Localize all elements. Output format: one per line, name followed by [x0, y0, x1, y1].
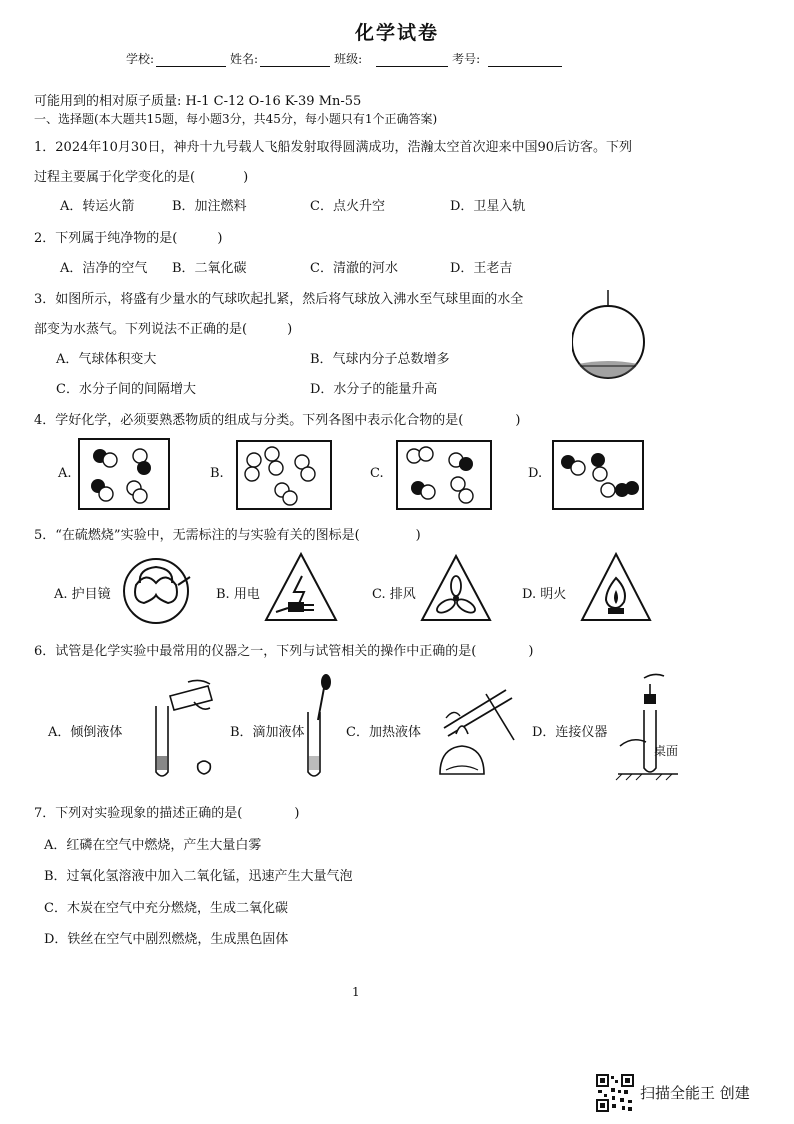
q2-option-d[interactable]: D．王老吉	[450, 261, 513, 276]
q4-particle-diagram-d[interactable]	[552, 440, 644, 510]
q2-option-b[interactable]: B．二氧化碳	[172, 261, 247, 276]
q6-option-d[interactable]: D．连接仪器	[532, 725, 608, 740]
ventilation-icon	[418, 552, 494, 624]
q4-stem-text: 4．学好化学，必须要熟悉物质的组成与分类。下列各图中表示化合物的是(	[34, 413, 464, 428]
q4-label-a[interactable]: A.	[58, 466, 72, 481]
goggles-icon	[118, 555, 196, 625]
q7-option-d[interactable]: D．铁丝在空气中剧烈燃烧，生成黑色固体	[44, 932, 289, 947]
q4-label-d[interactable]: D.	[528, 466, 543, 481]
q6-option-a[interactable]: A．倾倒液体	[48, 725, 123, 740]
pouring-liquid-illustration	[148, 678, 220, 782]
student-info-row	[126, 50, 566, 67]
desk-label: 桌面	[654, 744, 679, 758]
atomic-masses: 可能用到的相对原子质量: H-1 C-12 O-16 K-39 Mn-55	[34, 94, 362, 109]
q5-stem	[34, 524, 421, 543]
q4-stem	[34, 409, 520, 428]
q7-stem-text: 7．下列对实验现象的描述正确的是(	[34, 806, 243, 821]
q3-option-c[interactable]: C．水分子间的间隔增大	[56, 382, 196, 397]
open-flame-icon	[578, 550, 654, 624]
q7-option-b[interactable]: B．过氧化氢溶液中加入二氧化锰，迅速产生大量气泡	[44, 869, 353, 884]
page-number: 1	[352, 985, 360, 999]
q3-option-d[interactable]: D．水分子的能量升高	[310, 382, 438, 397]
q6-stem-text: 6．试管是化学实验中最常用的仪器之一，下列与试管相关的操作中正确的是(	[34, 644, 477, 659]
name-field[interactable]	[260, 54, 330, 67]
class-label: 班级:	[334, 52, 363, 66]
q4-particle-diagram-b[interactable]	[236, 440, 332, 510]
q1-option-d[interactable]: D．卫星入轨	[450, 199, 526, 214]
q5-option-b[interactable]: B. 用电	[216, 587, 260, 602]
q5-stem-text: 5．“在硫燃烧”实验中，无需标注的与实验有关的图标是(	[34, 528, 360, 543]
q3-stem-text: 部变为水蒸气。下列说法不正确的是(	[34, 322, 248, 337]
q1-option-a[interactable]: A．转运火箭	[60, 199, 135, 214]
q2-close-paren: )	[217, 231, 223, 246]
q1-stem-line1: 1．2024年10月30日，神舟十九号载人飞船发射取得圆满成功，浩瀚太空首次迎来中国90后访客。下列	[34, 140, 632, 155]
q1-close-paren: )	[243, 170, 249, 185]
q6-stem	[34, 640, 533, 659]
page-title: 化学试卷	[354, 22, 439, 44]
q5-option-c[interactable]: C. 排风	[372, 587, 416, 602]
scanner-watermark: 扫描全能王 创建	[640, 1084, 750, 1102]
q3-close-paren: )	[287, 322, 293, 337]
q4-label-c[interactable]: C.	[370, 466, 384, 481]
q7-option-a[interactable]: A．红磷在空气中燃烧，产生大量白雾	[44, 838, 262, 853]
q4-close-paren: )	[515, 413, 521, 428]
qr-code-icon	[596, 1074, 634, 1112]
q6-close-paren: )	[528, 644, 534, 659]
q5-option-d[interactable]: D. 明火	[522, 587, 567, 602]
q5-close-paren: )	[415, 528, 421, 543]
class-field[interactable]	[376, 54, 448, 67]
q6-option-b[interactable]: B．滴加液体	[230, 725, 305, 740]
q1-stem-text: 过程主要属于化学变化的是(	[34, 170, 196, 185]
q3-option-b[interactable]: B．气球内分子总数增多	[310, 352, 450, 367]
q3-option-a[interactable]: A．气球体积变大	[56, 352, 157, 367]
q2-option-c[interactable]: C．清澈的河水	[310, 261, 398, 276]
q1-option-b[interactable]: B．加注燃料	[172, 199, 247, 214]
dropper-illustration	[300, 672, 336, 782]
heating-liquid-illustration	[426, 678, 518, 782]
school-field[interactable]	[156, 54, 226, 67]
q5-option-a[interactable]: A. 护目镜	[54, 587, 111, 602]
q4-particle-diagram-c[interactable]	[396, 440, 492, 510]
section-heading: 一、选择题(本大题共15题，每小题3分，共45分，每小题只有1个正确答案)	[34, 112, 438, 126]
q4-label-b[interactable]: B.	[210, 466, 224, 481]
name-label: 姓名:	[230, 52, 259, 66]
q3-stem-line2	[34, 318, 292, 337]
exam-no-label: 考号:	[452, 52, 481, 66]
q1-option-c[interactable]: C．点火升空	[310, 199, 385, 214]
q4-particle-diagram-a[interactable]	[78, 438, 170, 510]
q7-stem	[34, 802, 299, 821]
q1-stem-line2	[34, 166, 248, 185]
balloon-illustration	[572, 288, 652, 388]
q7-close-paren: )	[294, 806, 300, 821]
q3-stem-line1: 3．如图所示，将盛有少量水的气球吹起扎紧，然后将气球放入沸水至气球里面的水全	[34, 292, 524, 307]
exam-no-field[interactable]	[488, 54, 562, 67]
school-label: 学校:	[126, 52, 155, 66]
q7-option-c[interactable]: C．木炭在空气中充分燃烧，生成二氧化碳	[44, 901, 288, 916]
electricity-icon	[262, 550, 340, 624]
q2-stem	[34, 227, 222, 246]
q6-option-c[interactable]: C．加热液体	[346, 725, 421, 740]
q2-stem-text: 2．下列属于纯净物的是(	[34, 231, 178, 246]
q2-option-a[interactable]: A．洁净的空气	[60, 261, 148, 276]
connecting-apparatus-illustration	[614, 670, 684, 782]
